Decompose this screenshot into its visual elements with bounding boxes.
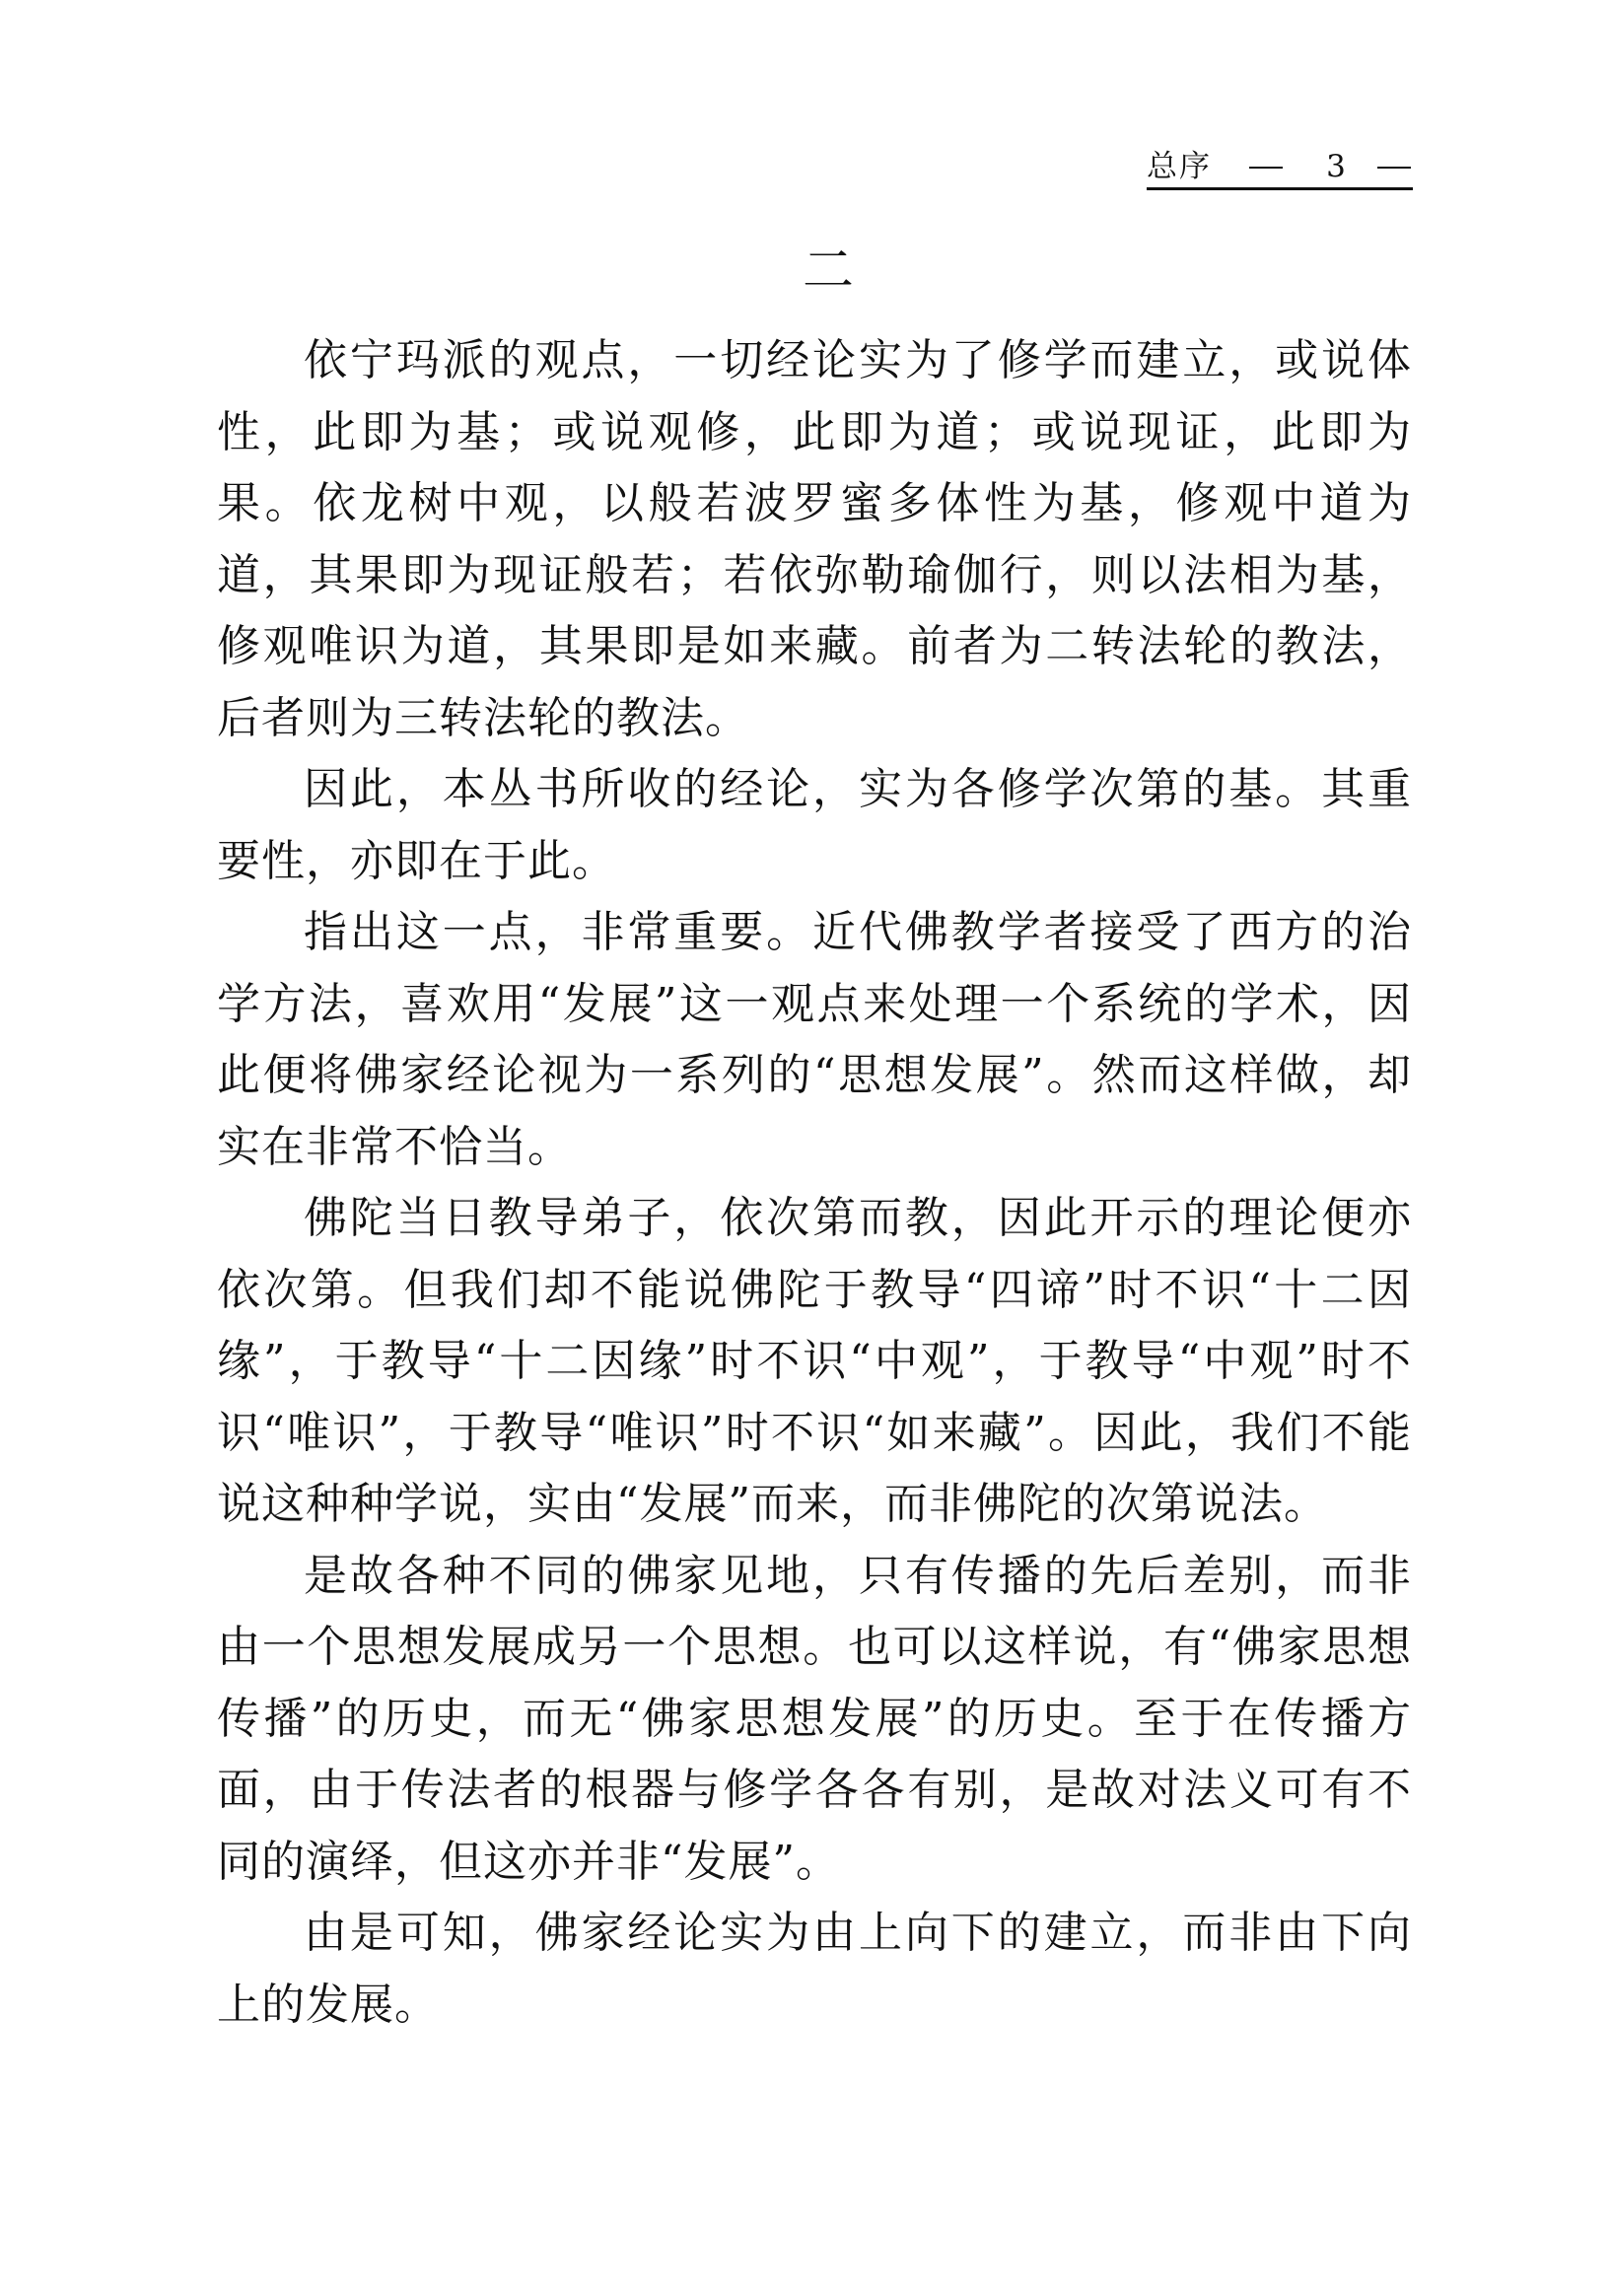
section-heading: 二 xyxy=(802,242,854,301)
page-number-dash-left xyxy=(1249,167,1283,169)
paragraph: 依宁玛派的观点，一切经论实为了修学而建立，或说体性，此即为基；或说观修，此即为道；或说现证，此即为果。依龙树中观，以般若波罗蜜多体性为基，修观中道为道，其果即为现证般若；若依弥勒瑜伽行，则以法相为基，修观唯识为道，其果即是如来藏。前者为二转法轮的教法，后者则为三转法轮的教法。 xyxy=(217,335,1412,743)
paragraph: 是故各种不同的佛家见地，只有传播的先后差别，而非由一个思想发展成另一个思想。也可以这样说，有“佛家思想传播”的历史，而无“佛家思想发展”的历史。至于在传播方面，由于传法者的根器与修学各各有别，是故对法义可有不同的演绎，但这亦并非“发展”。 xyxy=(217,1550,1412,1887)
paragraph: 指出这一点，非常重要。近代佛教学者接受了西方的治学方法，喜欢用“发展”这一观点来处理一个系统的学术，因此便将佛家经论视为一系列的“思想发展”。然而这样做，却实在非常不恰当。 xyxy=(217,907,1412,1172)
header-rule xyxy=(1147,187,1413,190)
running-head xyxy=(1147,146,1413,187)
paragraph: 因此，本丛书所收的经论，实为各修学次第的基。其重要性，亦即在于此。 xyxy=(217,764,1412,886)
body-text xyxy=(217,325,1412,2041)
running-head-title: 总序 xyxy=(1147,149,1212,184)
page-number-dash-right xyxy=(1377,167,1411,169)
page-number: 3 xyxy=(1326,149,1348,184)
paragraph: 佛陀当日教导弟子，依次第而教，因此开示的理论便亦依次第。但我们却不能说佛陀于教导“四谛”时不识“十二因缘”，于教导“十二因缘”时不识“中观”，于教导“中观”时不识“唯识”，于教导“唯识”时不识“如来藏”。因此，我们不能说这种种学说，实由“发展”而来，而非佛陀的次第说法。 xyxy=(217,1193,1412,1529)
paragraph: 由是可知，佛家经论实为由上向下的建立，而非由下向上的发展。 xyxy=(217,1908,1412,2030)
